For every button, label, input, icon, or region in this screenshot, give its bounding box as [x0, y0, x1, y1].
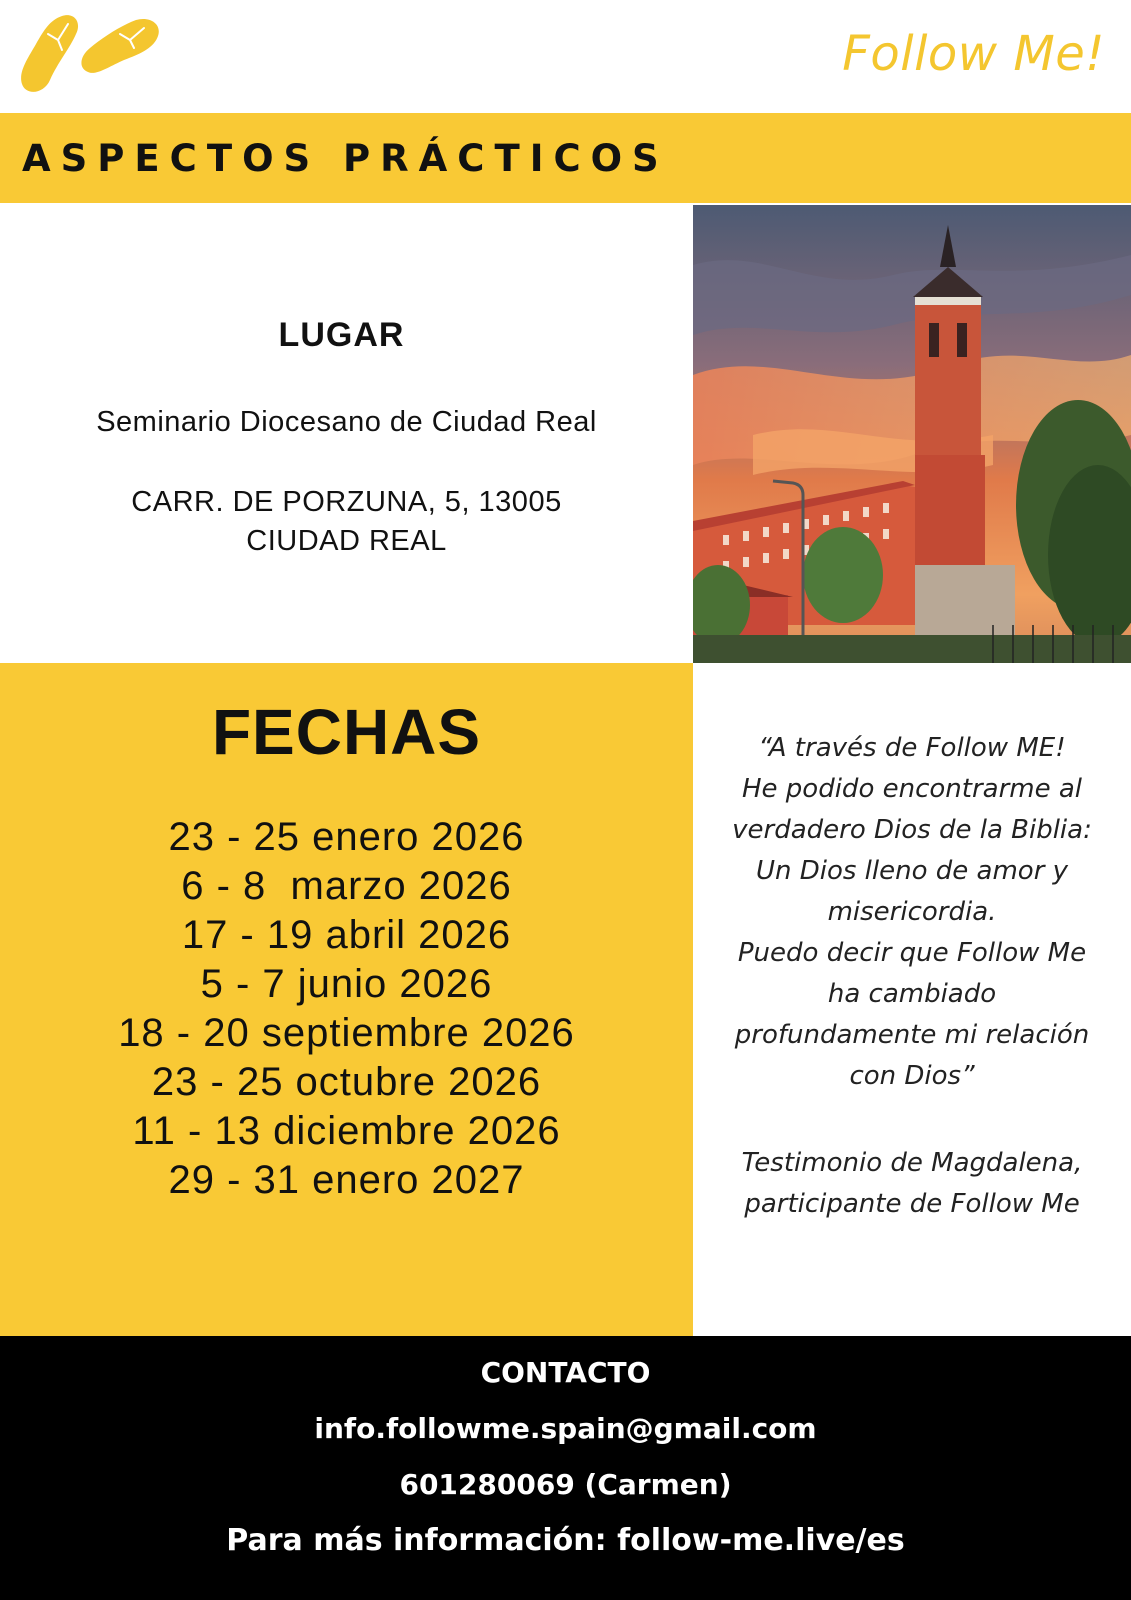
contact-phone[interactable]: 601280069 (Carmen)	[399, 1468, 732, 1501]
attribution-line: participante de Follow Me	[744, 1189, 1080, 1219]
date-item: 6 - 8 marzo 2026	[181, 864, 512, 908]
quote-line: He podido encontrarme al	[741, 774, 1083, 804]
date-item: 23 - 25 octubre 2026	[151, 1060, 542, 1104]
date-item: 23 - 25 enero 2026	[168, 815, 525, 859]
quote-line: Un Dios lleno de amor y	[755, 856, 1069, 886]
dates-list	[0, 813, 693, 1205]
seminary-illustration	[693, 205, 1131, 663]
quote-line: “A través de Follow ME!	[758, 733, 1066, 763]
address-line: CIUDAD REAL	[246, 525, 447, 557]
fechas-section	[0, 663, 693, 1336]
contact-email[interactable]: info.followme.spain@gmail.com	[314, 1412, 817, 1445]
date-item: 17 - 19 abril 2026	[181, 913, 512, 957]
date-item: 18 - 20 septiembre 2026	[118, 1011, 575, 1055]
date-item: 5 - 7 junio 2026	[200, 962, 493, 1006]
more-info-link[interactable]: Para más información: follow-me.live/es	[226, 1523, 905, 1558]
section-title: ASPECTOS PRÁCTICOS	[22, 137, 669, 180]
date-item: 29 - 31 enero 2027	[168, 1158, 525, 1202]
venue-name: Seminario Diocesano de Ciudad Real	[96, 406, 597, 438]
lugar-section	[0, 203, 693, 663]
contact-heading: CONTACTO	[480, 1356, 651, 1389]
quote-line: profundamente mi relación	[734, 1020, 1090, 1050]
quote-line: verdadero Dios de la Biblia:	[732, 815, 1092, 845]
date-item: 11 - 13 diciembre 2026	[132, 1109, 561, 1153]
quote-line: ha cambiado	[827, 979, 997, 1009]
testimonial-quote	[701, 728, 1123, 1097]
header	[0, 0, 1131, 113]
quote-line: Puedo decir que Follow Me	[737, 938, 1087, 968]
address-line: CARR. DE PORZUNA, 5, 13005	[131, 486, 562, 518]
brand-title: Follow Me!	[842, 26, 1105, 82]
quote-line: con Dios”	[849, 1061, 975, 1091]
section-band	[0, 113, 1131, 203]
seminary-photo	[693, 205, 1131, 663]
attribution-line: Testimonio de Magdalena,	[741, 1148, 1083, 1178]
fechas-heading: FECHAS	[211, 696, 482, 768]
flip-flops-icon	[18, 14, 163, 96]
quote-line: misericordia.	[827, 897, 997, 927]
venue-address	[0, 483, 693, 561]
contact-footer	[0, 1336, 1131, 1600]
testimonial-attribution	[701, 1143, 1123, 1225]
testimonial-section	[693, 663, 1131, 1336]
lugar-heading: LUGAR	[278, 316, 405, 354]
